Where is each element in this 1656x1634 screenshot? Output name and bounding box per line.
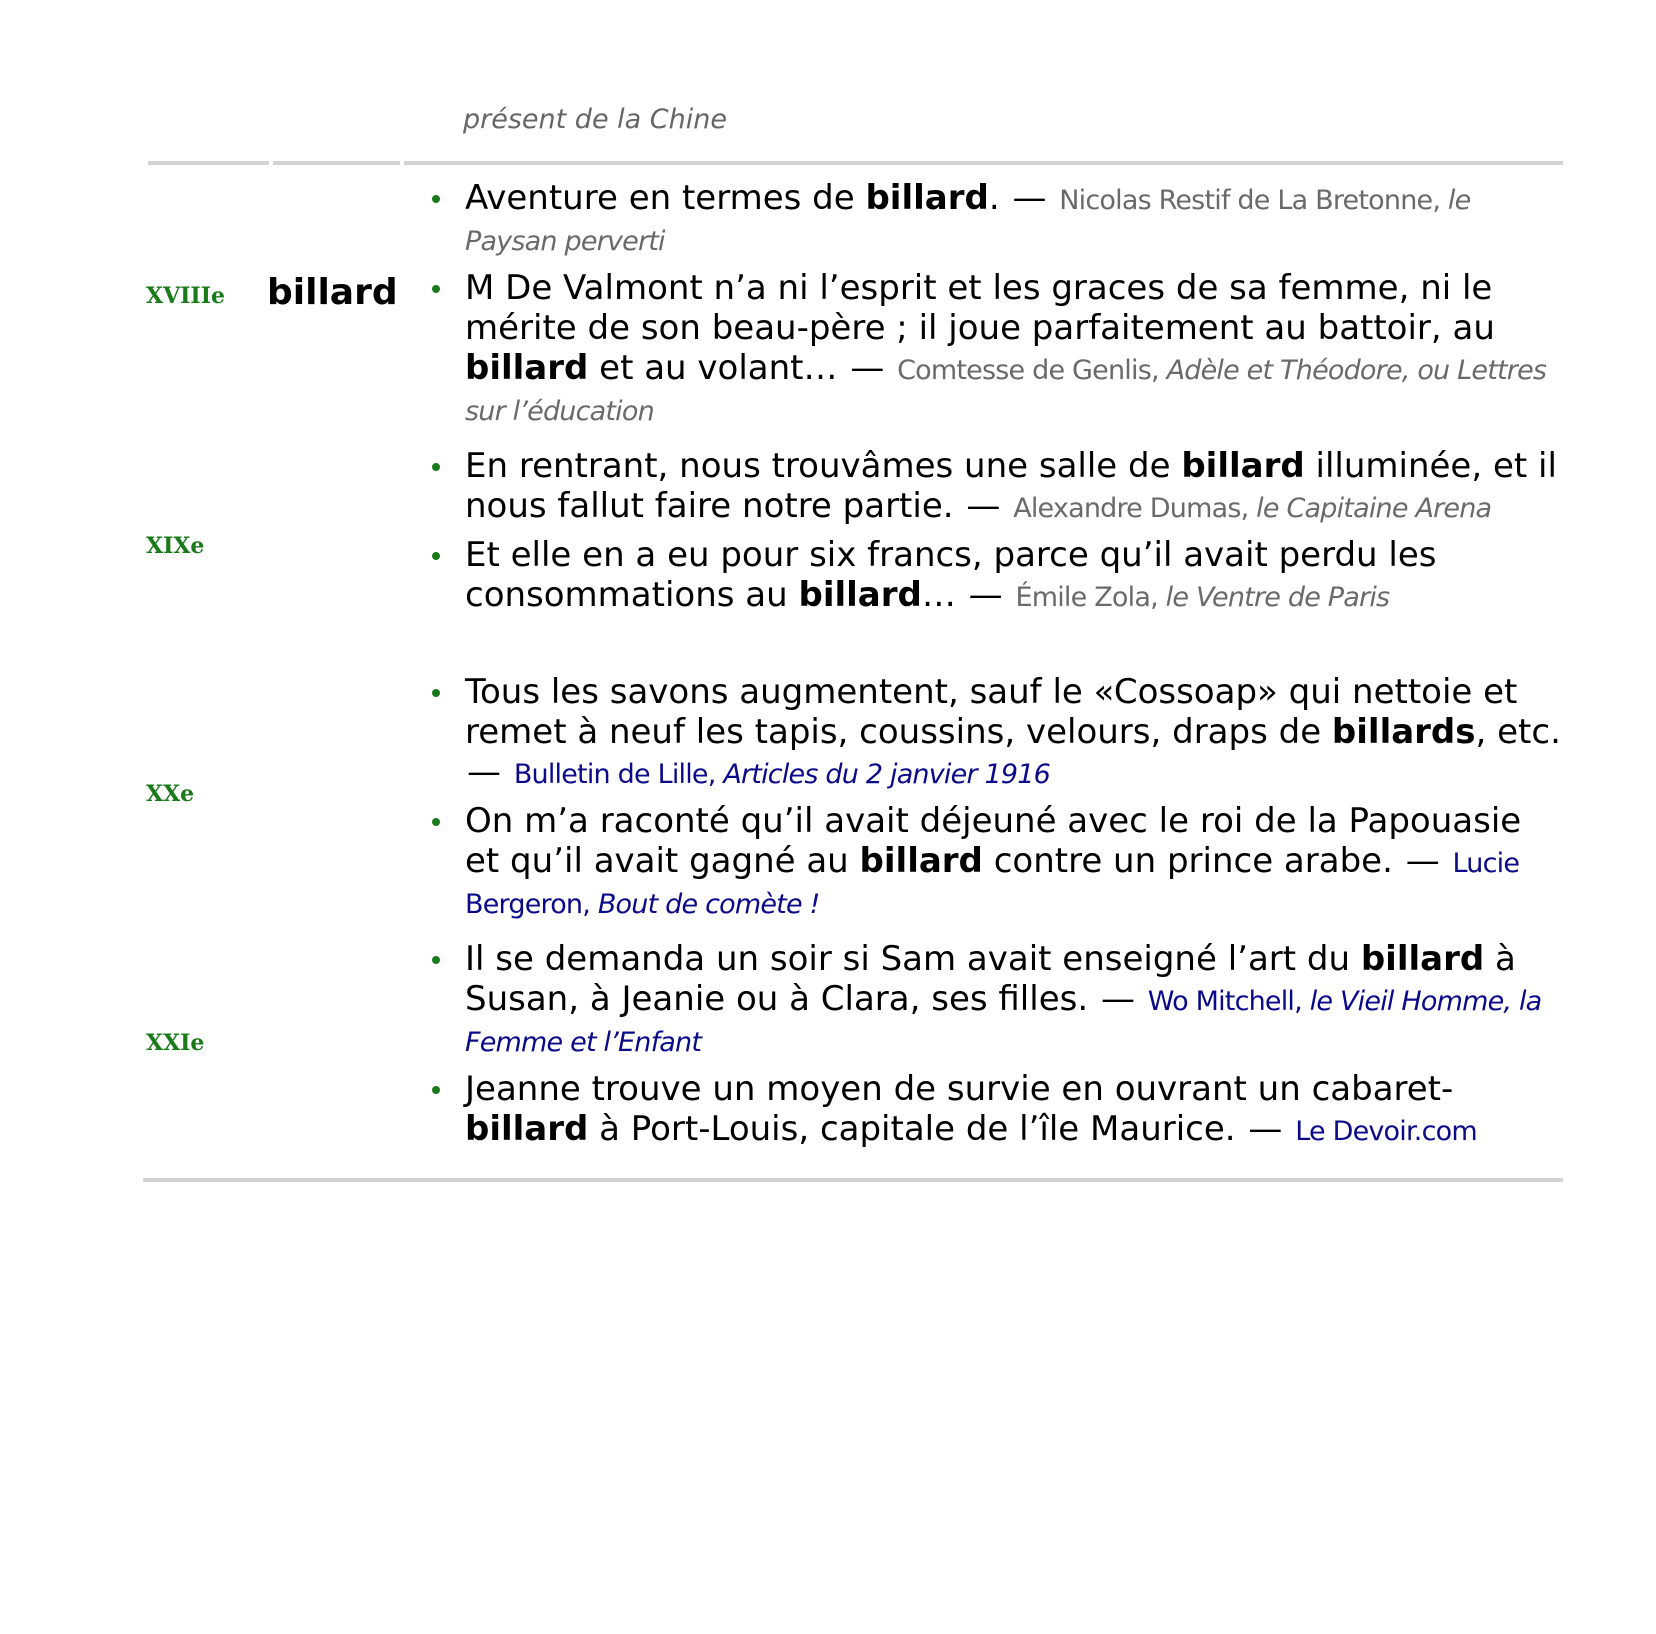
quotes-group-xix (425, 446, 1565, 616)
top-rule-century-column (148, 161, 269, 165)
quote-text: . (988, 178, 1000, 218)
quote-dash: — (850, 348, 885, 388)
quote-text: , etc. (1475, 712, 1561, 752)
top-rule-quotes-column (404, 161, 1563, 165)
quote-dash: — (467, 752, 501, 792)
source-title: le Ventre de Paris (1165, 582, 1390, 613)
century-label-xx: XXe (146, 781, 195, 807)
quote-text: à Port-Louis, capitale de l’île Maurice. (588, 1109, 1236, 1149)
source-title: Adèle et Théodore, ou Lettres sur l’éducation (465, 355, 1547, 427)
quote-text: … (921, 575, 956, 615)
century-label-xix: XIXe (146, 533, 205, 559)
quote-text: M De Valmont n’a ni l’esprit et les graces de sa femme, ni le mérite de son beau-père ; il joue parfaitement au battoir, au (465, 268, 1495, 348)
quote-item (425, 268, 1565, 430)
quote-item (425, 939, 1565, 1061)
quote-item (425, 446, 1565, 527)
source-separator: , (1150, 582, 1166, 613)
source-separator: , (1240, 493, 1257, 524)
quote-keyword: billard (1181, 446, 1305, 486)
quote-keyword: billard (859, 841, 983, 881)
quote-dash: — (1012, 178, 1047, 218)
source-separator: , (707, 759, 724, 790)
quote-source (1295, 1116, 1477, 1147)
quote-dash: — (1405, 841, 1440, 881)
quote-keyword: billards (1331, 712, 1476, 752)
source-separator: , (582, 889, 598, 920)
quote-dash: — (1248, 1109, 1283, 1149)
previous-row-note: présent de la Chine (463, 104, 727, 135)
quote-text: Tous les savons augmentent, sauf le «Cossoap» qui nettoie et remet à neuf les tapis, coussins, velours, draps de (465, 672, 1518, 752)
source-separator: , (1150, 355, 1167, 386)
century-label-xviii: XVIIIe (146, 283, 226, 309)
quote-item (425, 672, 1565, 793)
quote-dash: — (966, 486, 1001, 526)
quote-text: illuminée, et il nous fallut faire notre partie. (465, 446, 1557, 526)
quotes-group-xx (425, 672, 1565, 923)
quote-item (425, 535, 1565, 616)
headword: billard (267, 272, 398, 313)
quote-item (425, 178, 1565, 260)
quotes-group-xxi (425, 939, 1565, 1150)
source-separator: , (1432, 185, 1448, 216)
source-author: Alexandre Dumas (1013, 493, 1241, 524)
source-author: Comtesse de Genlis (897, 355, 1151, 386)
quotes-group-xviii (425, 178, 1565, 430)
quote-source (1015, 582, 1389, 613)
top-rule-headword-column (273, 161, 400, 165)
source-author: Lucie Bergeron (465, 848, 1520, 920)
quote-text: Jeanne trouve un moyen de survie en ouvrant un cabaret- (465, 1069, 1454, 1109)
source-title: Articles du 2 janvier 1916 (723, 759, 1051, 790)
quote-keyword: billard (798, 575, 922, 615)
quote-text: à Susan, à Jeanie ou à Clara, ses filles. (465, 939, 1516, 1019)
quote-text: Et elle en a eu pour six francs, parce qu’il avait perdu les consommations au (465, 535, 1437, 615)
quote-keyword: billard (865, 178, 989, 218)
quote-text: et au volant… (588, 348, 838, 388)
source-author: Wo Mitchell (1147, 986, 1295, 1017)
source-author: Bulletin de Lille (513, 759, 708, 790)
quote-text: contre un prince arabe. (982, 841, 1393, 881)
quote-text: En rentrant, nous trouvâmes une salle de (465, 446, 1182, 486)
source-title: le Paysan perverti (465, 185, 1471, 257)
quote-dash: — (1100, 979, 1135, 1019)
quote-source (514, 759, 1050, 790)
source-author: Émile Zola (1015, 582, 1151, 613)
source-author: Nicolas Restif de La Bretonne (1059, 185, 1433, 216)
source-title: le Capitaine Arena (1256, 493, 1492, 524)
quote-item (425, 801, 1565, 923)
quote-dash: — (968, 575, 1003, 615)
quote-item (425, 1069, 1565, 1150)
source-author: Le Devoir.com (1295, 1116, 1477, 1147)
quote-keyword: billard (465, 348, 589, 388)
source-title: Bout de comète ! (597, 889, 820, 920)
source-separator: , (1294, 986, 1310, 1017)
quote-text: Il se demanda un soir si Sam avait enseigné l’art du (465, 939, 1361, 979)
quote-keyword: billard (465, 1109, 589, 1149)
quote-keyword: billard (1360, 939, 1485, 979)
quote-source (1013, 493, 1491, 524)
century-label-xxi: XXIe (146, 1030, 205, 1056)
source-title: le Vieil Homme, la Femme et l’Enfant (465, 986, 1542, 1058)
quote-text: On m’a raconté qu’il avait déjeuné avec le roi de la Papouasie et qu’il avait gagné au (465, 801, 1522, 881)
quote-text: Aventure en termes de (465, 178, 866, 218)
table-bottom-border (143, 1178, 1563, 1182)
